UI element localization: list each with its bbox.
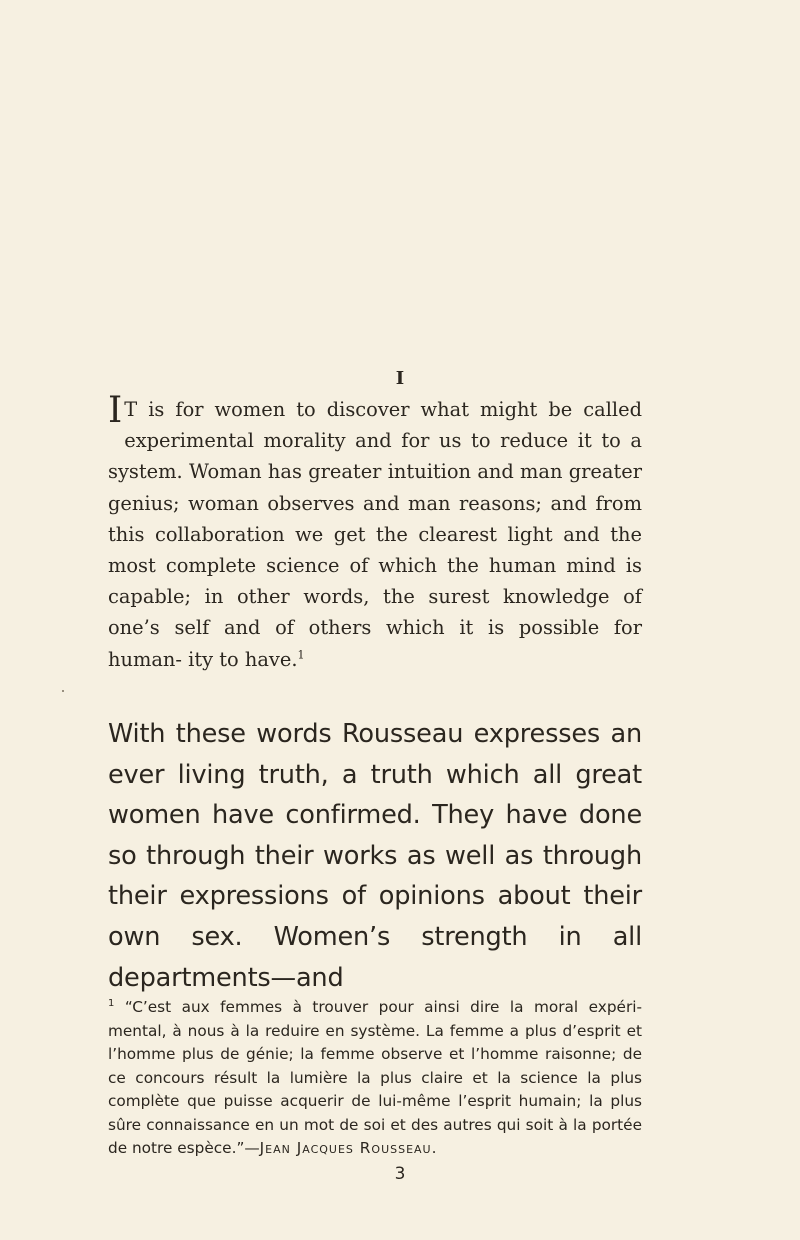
footnote-marker: 1	[108, 997, 115, 1009]
paper-speck	[62, 690, 64, 692]
footnote-attribution: Jean Jacques Rousseau.	[259, 1139, 438, 1157]
footnote-reference: 1	[297, 648, 305, 662]
drop-cap: I	[108, 390, 123, 431]
intro-paragraph	[108, 390, 642, 675]
footnote	[108, 996, 642, 1161]
page-number: 3	[394, 1164, 406, 1184]
intro-text: T is for women to discover what might be called experimental morality and for us to reduce it to a system. Woman has greater intuition and man greater genius; woman observes and man reasons; and from this collaboration we get the clearest light and the most complete science of which the human mind is capable; in other words, the surest knowledge of one’s self and of others which it is possible for human- ity to have.	[108, 398, 642, 671]
chapter-number: I	[395, 368, 405, 389]
body-paragraph: With these words Rousseau expresses an ever living truth, a truth which all great women have confirmed. They have done so through their works as well as through their expressions of opinions about their own sex. Women’s strength in all departments—and	[108, 719, 642, 993]
footnote-text: “C’est aux femmes à trouver pour ainsi dire la moral expéri- mental, à nous à la reduire en système. La femme a plus d’esprit et l’homme plus de génie; la femme observe et l’homme raisonne; de ce concours résult la lumière la plus claire et la science la plus complète que puisse acquerir de lui-même l’esprit humain; la plus sûre connaissance en un mot de soi et des autres qui soit à la portée de notre espèce.”—	[108, 998, 642, 1157]
